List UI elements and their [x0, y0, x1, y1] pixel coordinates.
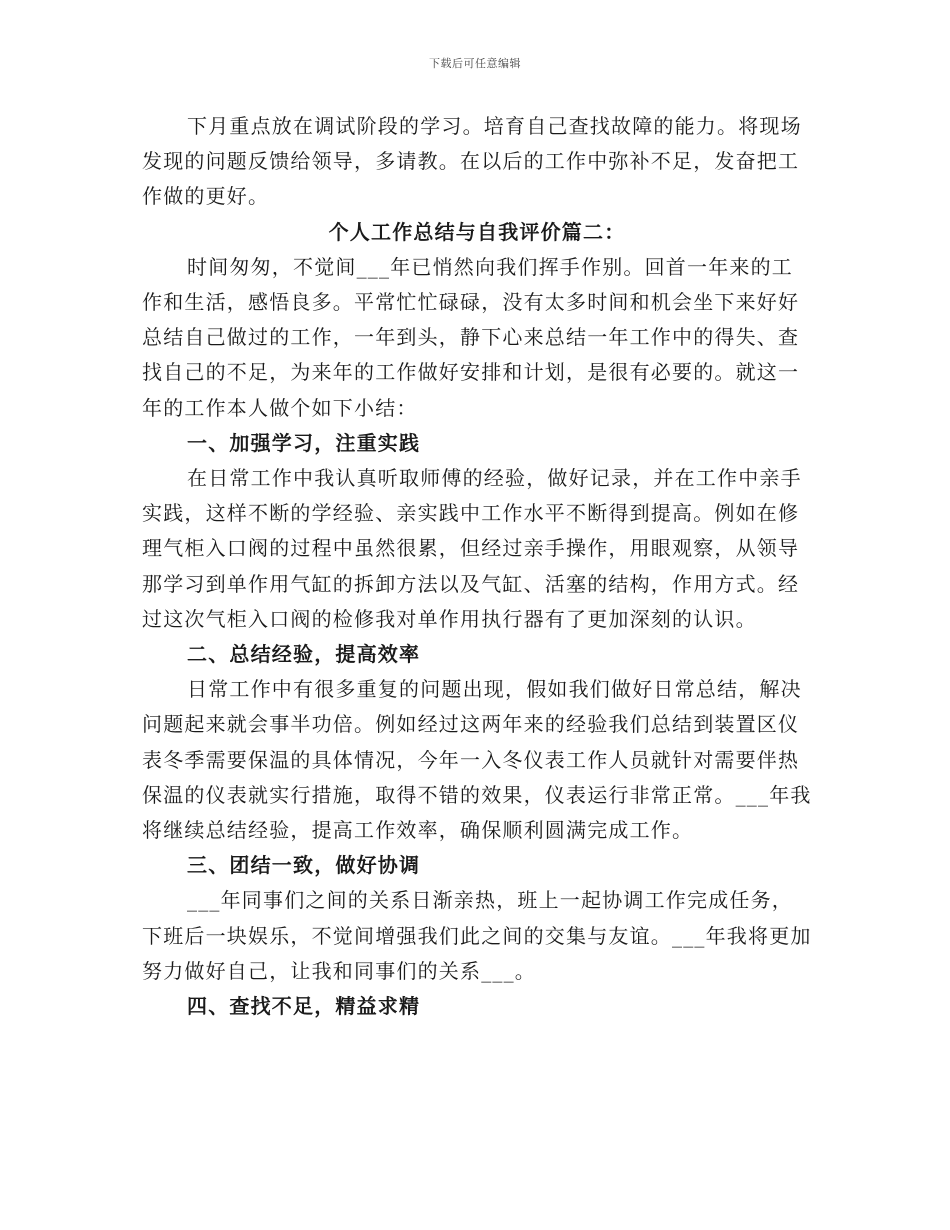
paragraph-intro: 下月重点放在调试阶段的学习。培育自己查找故障的能力。将现场发现的问题反馈给领导，多请教。在以后的工作中弥补不足，发奋把工作做的更好。: [142, 114, 802, 209]
paragraph-opening: 时间匆匆，不觉间___年已悄然向我们挥手作别。回首一年来的工作和生活，感悟良多。平常忙忙碌碌，没有太多时间和机会坐下来好好总结自己做过的工作，一年到头，静下心来总结一年工作中的得失、查找自己的不足，为来年的工作做好安排和计划，是很有必要的。就这一年的工作本人做个如下小结：: [142, 254, 800, 420]
paragraph-2: 日常工作中有很多重复的问题出现，假如我们做好日常总结，解决问题起来就会事半功倍。例如经过这两年来的经验我们总结到装置区仪表冬季需要保温的具体情况，今年一入冬仪表工作人员就针对需要伴热保温的仪表就实行措施，取得不错的效果，仪表运行非常正常。___年我将继续总结经验，提高工作效率，确保顺利圆满完成工作。: [142, 677, 812, 843]
document-body: [142, 109, 812, 1024]
heading-2: 二、总结经验，提高效率: [187, 642, 421, 667]
heading-3: 三、团结一致，做好协调: [187, 853, 421, 878]
paragraph-1: 在日常工作中我认真听取师傅的经验，做好记录，并在工作中亲手实践，这样不断的学经验、亲实践中工作水平不断得到提高。例如在修理气柜入口阀的过程中虽然很累，但经过亲手操作，用眼观察，从领导那学习到单作用气缸的拆卸方法以及气缸、活塞的结构，作用方式。经过这次气柜入口阀的检修我对单作用执行器有了更加深刻的认识。: [142, 466, 802, 631]
heading-1: 一、加强学习，注重实践: [187, 430, 421, 455]
heading-4: 四、查找不足，精益求精: [187, 994, 421, 1019]
section-title: 个人工作总结与自我评价篇二：: [328, 219, 626, 244]
page-header-note: 下载后可任意编辑: [429, 57, 521, 70]
paragraph-3: ___年同事们之间的关系日渐亲热，班上一起协调工作完成任务，下班后一块娱乐，不觉间增强我们此之间的交集与友谊。___年我将更加努力做好自己，让我和同事们的关系___。: [142, 888, 812, 983]
